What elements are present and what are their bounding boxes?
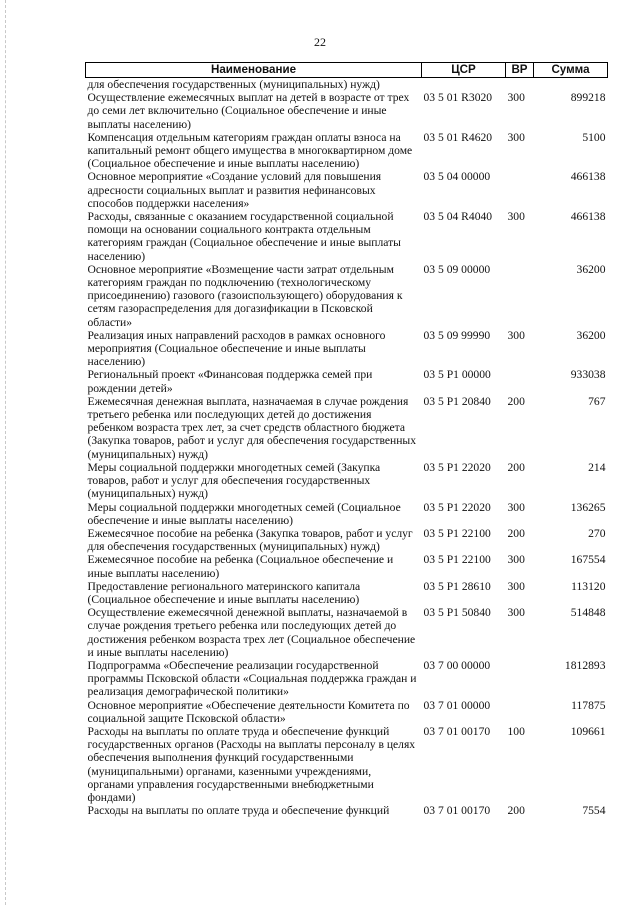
row-sum: 7554 bbox=[582, 804, 606, 818]
row-code: 03 7 01 00000 bbox=[423, 698, 491, 712]
row-name: Меры социальной поддержки многодетных семей (Закупка товаров, работ и услуг для обеспечения государственных (муниципальных) нужд) bbox=[87, 460, 381, 501]
row-code: 03 7 01 00170 bbox=[423, 804, 491, 818]
row-vr: 200 bbox=[507, 526, 525, 540]
table-row bbox=[86, 553, 608, 579]
table-row bbox=[86, 606, 608, 659]
row-code: 03 5 04 R4040 bbox=[423, 210, 493, 224]
table-row bbox=[86, 210, 608, 263]
scan-edge-line bbox=[5, 0, 6, 905]
row-sum: 109661 bbox=[570, 724, 606, 738]
row-vr bbox=[506, 263, 534, 329]
row-vr bbox=[506, 659, 534, 699]
header-sum: Сумма bbox=[534, 63, 608, 78]
table-row bbox=[86, 804, 608, 817]
header-vr: ВР bbox=[506, 63, 534, 78]
row-vr: 200 bbox=[507, 394, 525, 408]
table-row bbox=[86, 580, 608, 606]
row-name: Осуществление ежемесячных выплат на детей в возрасте от трех до семи лет включительно (Социальное обеспечение и иные выплаты населению) bbox=[87, 91, 410, 131]
row-code: 03 7 01 00170 bbox=[423, 724, 491, 738]
row-name: Ежемесячное пособие на ребенка (Закупка товаров, работ и услуг для обеспечения государственных (муниципальных) нужд) bbox=[87, 526, 413, 554]
row-vr: 300 bbox=[507, 328, 525, 342]
row-vr: 300 bbox=[507, 210, 525, 224]
row-name: Меры социальной поддержки многодетных семей (Социальное обеспечение и иные выплаты населению) bbox=[87, 500, 401, 527]
table-row bbox=[86, 91, 608, 131]
row-sum: 466138 bbox=[570, 210, 606, 224]
table-row bbox=[86, 329, 608, 369]
row-vr bbox=[506, 78, 534, 92]
row-name: Основное мероприятие «Создание условий для повышения адресности социальных выплат и развития нефинансовых способов поддержки населения» bbox=[87, 170, 382, 210]
table-row bbox=[86, 78, 608, 92]
row-vr: 200 bbox=[507, 804, 525, 818]
row-name: Компенсация отдельным категориям граждан оплаты взноса на капитальный ремонт общего имущества в многоквартирном доме (Социальное обеспечение и иные выплаты населению) bbox=[87, 130, 413, 171]
row-code: 03 5 Р1 22020 bbox=[423, 460, 491, 474]
row-sum: 36200 bbox=[576, 262, 606, 276]
row-vr bbox=[506, 368, 534, 394]
row-sum: 117875 bbox=[571, 698, 606, 712]
row-name: Ежемесячная денежная выплата, назначаемая в случае рождения третьего ребенка или последующих детей до достижения ребенком возраста трех лет, за счет средств областного бюджета (Закупка товаров, работ и услуг для обеспечения государственных (муниципальных) нужд) bbox=[87, 394, 416, 461]
table-header-row bbox=[86, 63, 608, 78]
row-name: Региональный проект «Финансовая поддержка семей при рождении детей» bbox=[87, 368, 373, 395]
row-sum: 167554 bbox=[570, 553, 606, 567]
table-row bbox=[86, 725, 608, 804]
row-code: 03 5 Р1 00000 bbox=[423, 368, 491, 382]
row-sum: 1812893 bbox=[564, 658, 606, 672]
row-code: 03 5 01 R3020 bbox=[423, 91, 493, 105]
table-row bbox=[86, 699, 608, 725]
row-code: 03 7 00 00000 bbox=[423, 658, 491, 672]
row-vr bbox=[506, 170, 534, 210]
row-vr: 300 bbox=[507, 130, 525, 144]
row-name: для обеспечения государственных (муниципальных) нужд) bbox=[87, 78, 380, 91]
row-name: Основное мероприятие «Возмещение части затрат отдельным категориям граждан по подключению (технологическому присоединению) газового (газоиспользующего) оборудования к сетям газораспределения для догазификации в Псковской области» bbox=[87, 262, 403, 329]
table-row bbox=[86, 395, 608, 461]
row-code: 03 5 Р1 22020 bbox=[423, 500, 491, 514]
row-sum: 933038 bbox=[570, 368, 606, 382]
budget-table bbox=[85, 62, 608, 817]
row-vr: 300 bbox=[507, 606, 525, 620]
row-code: 03 5 Р1 20840 bbox=[423, 394, 491, 408]
row-sum: 270 bbox=[588, 526, 606, 540]
row-code: 03 5 01 R4620 bbox=[423, 130, 493, 144]
row-code: 03 5 04 00000 bbox=[423, 170, 491, 184]
row-name: Реализация иных направлений расходов в рамках основного мероприятия (Социальное обеспечение и иные выплаты населению) bbox=[87, 328, 386, 369]
row-name: Расходы, связанные с оказанием государственной социальной помощи на основании социального контракта отдельным категориям граждан (Социальное обеспечение и иные выплаты населению) bbox=[87, 210, 401, 263]
table-row bbox=[86, 527, 608, 553]
row-vr: 300 bbox=[507, 553, 525, 567]
table-row bbox=[86, 501, 608, 527]
page-number: 22 bbox=[314, 35, 326, 49]
row-sum: 514848 bbox=[570, 606, 606, 620]
row-name: Расходы на выплаты по оплате труда и обеспечение функций государственных органов (Расходы на выплаты персоналу в целях обеспечения выполнения функций государственными (муниципальными) органами, казенными учреждениями, органами управления государственными внебюджетными фондами) bbox=[87, 724, 416, 804]
row-code: 03 5 Р1 22100 bbox=[423, 526, 491, 540]
row-sum: 36200 bbox=[576, 328, 606, 342]
row-name: Предоставление регионального материнского капитала (Социальное обеспечение и иные выплаты населению) bbox=[87, 579, 361, 606]
row-name: Ежемесячное пособие на ребенка (Социальное обеспечение и иные выплаты населению) bbox=[87, 553, 394, 580]
row-sum: 5100 bbox=[582, 130, 606, 144]
row-vr: 300 bbox=[507, 91, 525, 105]
table-row bbox=[86, 131, 608, 171]
row-vr: 100 bbox=[507, 724, 525, 738]
row-code: 03 5 Р1 28610 bbox=[423, 579, 491, 593]
table-row bbox=[86, 461, 608, 501]
row-vr: 300 bbox=[507, 500, 525, 514]
row-name: Осуществление ежемесячной денежной выплаты, назначаемой в случае рождения третьего ребенка или последующих детей до достижения ребенком возраста трех лет (Социальное обеспечение и иные выплаты населению) bbox=[87, 606, 416, 659]
row-name: Основное мероприятие «Обеспечение деятельности Комитета по социальной защите Псковской области» bbox=[87, 698, 410, 725]
row-sum bbox=[534, 78, 608, 92]
row-code: 03 5 Р1 22100 bbox=[423, 553, 491, 567]
table-row bbox=[86, 263, 608, 329]
row-sum: 136265 bbox=[570, 500, 606, 514]
row-code: 03 5 09 99990 bbox=[423, 328, 491, 342]
row-name: Подпрограмма «Обеспечение реализации государственной программы Псковской области «Социальная поддержка граждан и реализация демографической политики» bbox=[87, 658, 417, 699]
row-name: Расходы на выплаты по оплате труда и обеспечение функций bbox=[87, 804, 390, 818]
row-sum: 113120 bbox=[571, 579, 606, 593]
table-row bbox=[86, 659, 608, 699]
row-sum: 214 bbox=[588, 460, 606, 474]
row-sum: 767 bbox=[588, 394, 606, 408]
row-code bbox=[422, 78, 506, 92]
header-name: Наименование bbox=[86, 63, 422, 78]
row-vr: 200 bbox=[507, 460, 525, 474]
row-vr bbox=[506, 699, 534, 725]
row-code: 03 5 09 00000 bbox=[423, 262, 491, 276]
table-row bbox=[86, 368, 608, 394]
row-code: 03 5 Р1 50840 bbox=[423, 606, 491, 620]
row-sum: 899218 bbox=[570, 91, 606, 105]
header-code: ЦСР bbox=[422, 63, 506, 78]
row-sum: 466138 bbox=[570, 170, 606, 184]
table-row bbox=[86, 170, 608, 210]
row-vr: 300 bbox=[507, 579, 525, 593]
